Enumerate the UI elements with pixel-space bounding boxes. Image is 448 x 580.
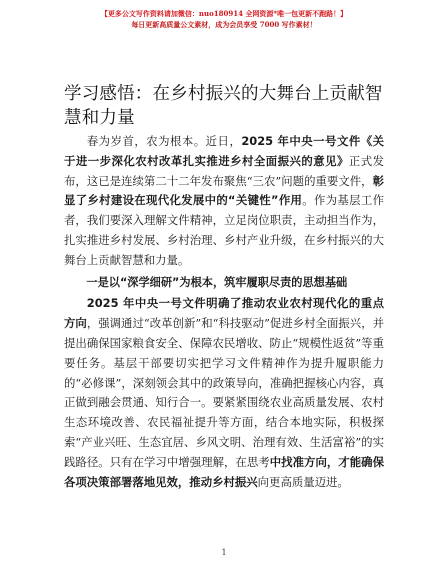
document-title: 学习感悟：在乡村振兴的大舞台上贡献智慧和力量: [64, 84, 383, 128]
document-body: [64, 132, 384, 492]
paragraph-body: [64, 294, 384, 492]
intro-text-a: 春为岁首，农为根本。近日，: [86, 134, 242, 148]
promo-banner: [0, 8, 448, 30]
body-text-a: 2025 年中央一号文件明确了推动农业农村现代化的重点方向: [64, 296, 384, 331]
intro-text-e: 。作为基层工作者，我们要深入理解文件精神，立足岗位职责，主动担当作为，扎实推进乡村发展、乡村治理、乡村产业升级，在乡村振兴的大舞台上贡献智慧和力量。: [64, 193, 384, 267]
paragraph-intro: [64, 132, 384, 271]
intro-text-c: 正式发布，这已是连续第二十二年发布聚焦“三农”问题的重要文件，: [64, 153, 384, 188]
intro-text-b: 2025 年中央一号文件《关于进一步深化农村改革扎实推进乡村全面振兴的意见》: [64, 134, 384, 168]
promo-banner-line2: 每日更新高质量公文素材，成为会员享受 7000 写作素材！: [131, 20, 317, 29]
page-number: 1: [221, 548, 227, 557]
body-text-d: 向更高质量迈进。: [257, 474, 349, 489]
section-subheading: 一是以“深学细研”为根本，筑牢履职尽责的思想基础: [86, 275, 348, 289]
promo-banner-line1: 【更多公文写作资料请加微信：nuo180914 全网资源*唯一包更新不跑路！】: [100, 9, 348, 18]
body-text-c: 中找准方向，才能确保各项决策部署落地见效，推动乡村振兴: [64, 454, 384, 489]
body-text-b: ，强调通过“改革创新”和“科技驱动”促进乡村全面振兴，并提出确保国家粮食安全、保障农民增收、防止“规模性返贫”等重要任务。基层干部要切实把学习文件精神作为提升履职能力的“必修课”，深刻领会其中的政策导向，准确把握核心内容，真正做到融会贯通、知行合一。要紧紧围绕农业高质量发展、农村生态环境改善、农民福祉提升等方面，结合本地实际，积极探索“产业兴旺、生态宜居、乡风文明、治理有效、生活富裕”的实践路径。只有在学习中增强理解，在思考: [64, 316, 384, 469]
intro-text-d: 彰显了乡村建设在现代化发展中的“关键性”作用: [64, 173, 384, 208]
